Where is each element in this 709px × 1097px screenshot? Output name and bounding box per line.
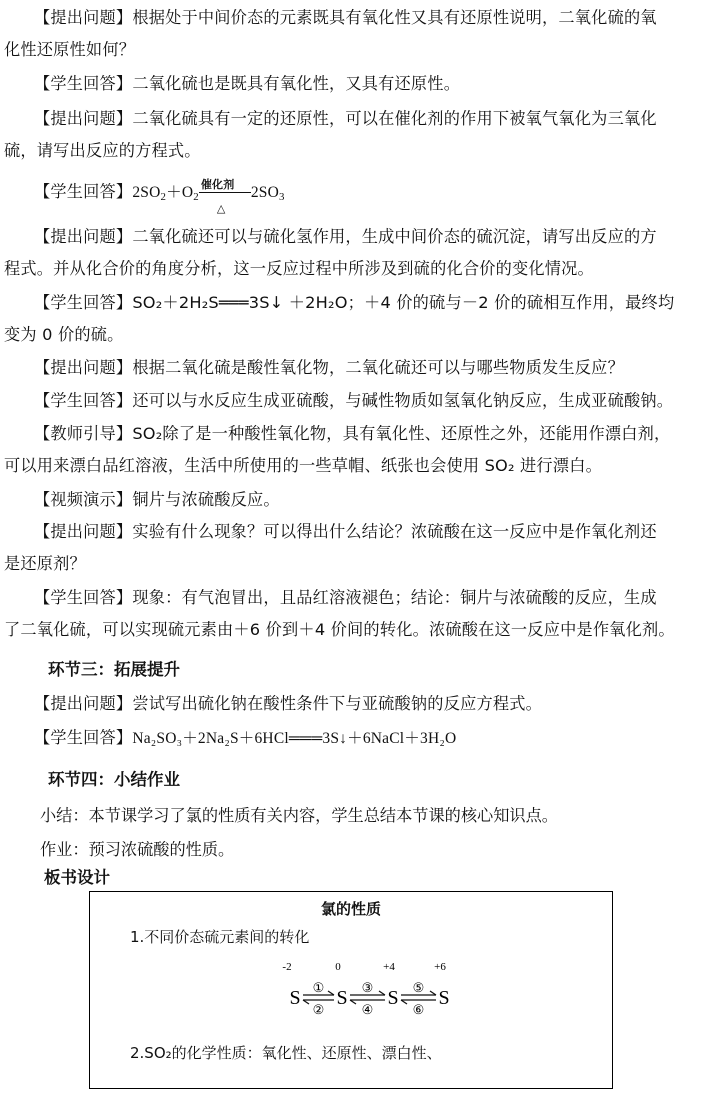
summary-text: 小结：本节课学习了氯的性质有关内容，学生总结本节课的核心知识点。 <box>40 806 558 825</box>
answer-2 <box>34 176 704 216</box>
catalyst-label: 催化剂 <box>200 178 235 192</box>
question-6 <box>34 688 704 720</box>
forward-step-number: ③ <box>361 980 374 995</box>
answer-5-text: 现象：有气泡冒出，且品红溶液褪色；结论：铜片与浓硫酸的反应，生成 <box>132 588 657 607</box>
answer-3-line-1 <box>34 287 704 319</box>
equation-so2-oxidation <box>132 178 285 216</box>
answer-tag: 【学生回答】 <box>34 588 133 607</box>
question-tag: 【提出问题】 <box>34 109 133 128</box>
sulfur-symbol: S <box>289 987 301 1009</box>
heat-symbol: △ <box>216 203 226 216</box>
question-5-line-2: 是还原剂？ <box>4 554 86 573</box>
question-1-line-1 <box>34 2 704 34</box>
catalyst-arrow <box>199 178 251 216</box>
answer-5-line-2: 了二氧化硫，可以实现硫元素由＋6 价到＋4 价间的转化。浓硫酸在这一反应中是作氧化剂。 <box>4 620 675 639</box>
teacher-guide-line-2: 可以用来漂白品红溶液，生活中所使用的一些草帽、纸张也会使用 SO₂ 进行漂白。 <box>4 456 602 475</box>
answer-tag: 【学生回答】 <box>34 74 133 93</box>
question-6-text: 尝试写出硫化钠在酸性条件下与亚硫酸钠的反应方程式。 <box>132 694 543 713</box>
question-5-text: 实验有什么现象？可以得出什么结论？浓硫酸在这一反应中是作氧化剂还 <box>132 522 657 541</box>
answer-6 <box>34 722 704 755</box>
answer-1-text: 二氧化硫也是既具有氧化性，又具有还原性。 <box>132 74 461 93</box>
question-2-line-1 <box>34 103 704 135</box>
question-4 <box>34 352 704 384</box>
section-4-heading: 环节四：小结作业 <box>48 770 180 789</box>
answer-tag: 【学生回答】 <box>34 391 133 410</box>
question-2-text: 二氧化硫具有一定的还原性，可以在催化剂的作用下被氧气氧化为三氧化 <box>132 109 657 128</box>
board-item-1: 1.不同价态硫元素间的转化 <box>130 928 310 946</box>
answer-3-equation: SO₂＋2H₂S═══3S↓ ＋2H₂O；＋4 价的硫与－2 价的硫相互作用，最终均 <box>132 293 675 312</box>
question-4-text: 根据二氧化硫是酸性氧化物，二氧化硫还可以与哪些物质发生反应？ <box>132 358 624 377</box>
section-3-heading: 环节三：拓展提升 <box>48 660 180 679</box>
video-demo <box>34 484 704 516</box>
question-tag: 【提出问题】 <box>34 694 133 713</box>
blackboard-design-box <box>89 891 613 1089</box>
teacher-tag: 【教师引导】 <box>34 424 133 443</box>
board-title: 氯的性质 <box>320 900 381 918</box>
subscript: 3 <box>279 191 285 203</box>
board-item-2: 2.SO₂的化学性质：氧化性、还原性、漂白性、 <box>130 1044 442 1062</box>
homework-text: 作业：预习浓硫酸的性质。 <box>40 840 235 859</box>
sulfur-symbol: S <box>336 987 348 1009</box>
question-3-text: 二氧化硫还可以与硫化氢作用，生成中间价态的硫沉淀，请写出反应的方 <box>132 227 657 246</box>
valence-label: -2 <box>282 961 292 973</box>
product-so3: 2SO <box>250 184 280 201</box>
answer-3-line-2: 变为 0 价的硫。 <box>4 325 124 344</box>
answer-tag: 【学生回答】 <box>34 182 133 201</box>
forward-step-number: ① <box>312 980 325 995</box>
reactant-o2: ＋O <box>166 184 194 201</box>
question-3-line-2: 程式。并从化合价的角度分析，这一反应过程中所涉及到硫的化合价的变化情况。 <box>4 259 594 278</box>
board-design-label: 板书设计 <box>44 868 110 887</box>
answer-5-line-1 <box>34 582 704 614</box>
video-tag: 【视频演示】 <box>34 490 133 509</box>
sulfur-symbol: S <box>387 987 399 1009</box>
teacher-guide-line-1 <box>34 418 704 450</box>
forward-step-number: ⑤ <box>412 980 425 995</box>
backward-step-number: ② <box>312 1002 325 1017</box>
answer-tag: 【学生回答】 <box>34 293 133 312</box>
video-demo-text: 铜片与浓硫酸反应。 <box>132 490 280 509</box>
subscript: 2 <box>193 191 199 203</box>
question-2-line-2: 硫，请写出反应的方程式。 <box>4 141 201 160</box>
answer-4 <box>34 385 704 417</box>
question-1-line-2: 化性还原性如何？ <box>4 40 136 59</box>
valence-label: +6 <box>434 961 446 973</box>
backward-step-number: ④ <box>361 1002 374 1017</box>
answer-6-equation: Na₂SO₃＋2Na₂S＋6HCl═══3S↓＋6NaCl＋3H₂O <box>132 730 457 747</box>
question-3-line-1 <box>34 221 704 253</box>
reactant-so2: 2SO <box>132 184 161 201</box>
valence-label: +4 <box>383 961 395 973</box>
question-5-line-1 <box>34 516 704 548</box>
answer-4-text: 还可以与水反应生成亚硫酸，与碱性物质如氢氧化钠反应，生成亚硫酸钠。 <box>132 391 674 410</box>
question-tag: 【提出问题】 <box>34 227 133 246</box>
answer-tag: 【学生回答】 <box>34 728 133 747</box>
answer-1 <box>34 68 704 100</box>
question-tag: 【提出问题】 <box>34 358 133 377</box>
subscript: 2 <box>160 191 167 203</box>
question-tag: 【提出问题】 <box>34 8 133 27</box>
sulfur-symbol: S <box>438 987 450 1009</box>
teacher-guide-text: SO₂除了是一种酸性氧化物，具有氧化性、还原性之外，还能用作漂白剂， <box>132 424 671 443</box>
question-1-text: 根据处于中间价态的元素既具有氧化性又具有还原性说明，二氧化硫的氧 <box>132 8 657 27</box>
question-tag: 【提出问题】 <box>34 522 133 541</box>
backward-step-number: ⑥ <box>412 1002 425 1017</box>
valence-label: 0 <box>335 961 341 973</box>
